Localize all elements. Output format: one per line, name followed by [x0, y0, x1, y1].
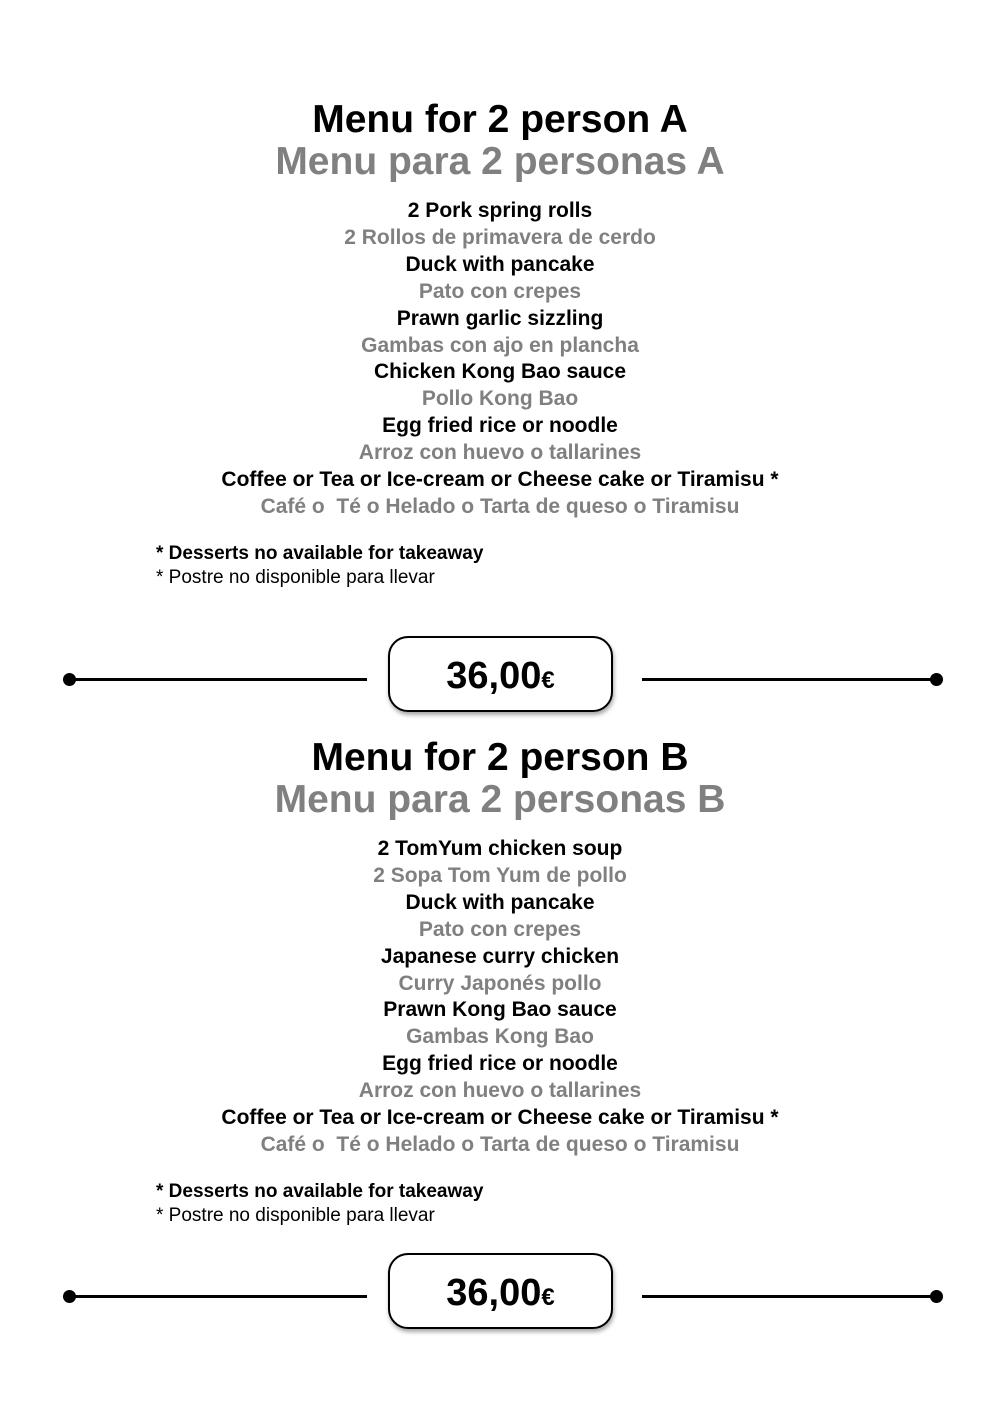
menu-title-en: Menu for 2 person A — [312, 98, 688, 141]
menu-item-es: Arroz con huevo o tallarines — [358, 1079, 642, 1103]
price-row-b — [0, 1253, 1000, 1333]
menu-title-es: Menu para 2 personas A — [275, 140, 725, 183]
menu-title-en: Menu for 2 person B — [311, 736, 689, 779]
menu-section-b — [0, 736, 1000, 1228]
dessert-note-es: * Postre no disponible para llevar — [156, 1204, 435, 1226]
menu-item-es: Curry Japonés pollo — [398, 971, 602, 995]
menu-item-es: Café o Té o Helado o Tarta de queso o Tiramisu — [260, 1132, 740, 1156]
menu-title-es: Menu para 2 personas B — [274, 778, 726, 821]
price-badge — [388, 636, 613, 712]
menu-item-es: Gambas Kong Bao — [406, 1025, 594, 1049]
divider-line — [642, 1295, 936, 1298]
price-badge — [388, 1253, 613, 1329]
menu-item-en: Japanese curry chicken — [380, 944, 620, 968]
menu-item-en: Coffee or Tea or Ice-cream or Cheese cake or Tiramisu * — [221, 1106, 779, 1130]
menu-item-en: Duck with pancake — [405, 252, 595, 276]
price-value: 36,00€ — [446, 1272, 555, 1314]
divider-line — [69, 1295, 367, 1298]
menu-item-es: Café o Té o Helado o Tarta de queso o Tiramisu — [260, 494, 740, 518]
menu-section-a — [0, 98, 1000, 590]
menu-item-es: 2 Rollos de primavera de cerdo — [344, 225, 656, 249]
menu-item-list — [0, 836, 1000, 1159]
menu-item-en: Prawn Kong Bao sauce — [383, 998, 617, 1022]
menu-item-es: Arroz con huevo o tallarines — [358, 441, 642, 465]
menu-item-es: 2 Sopa Tom Yum de pollo — [373, 863, 627, 887]
menu-item-en: Duck with pancake — [405, 890, 595, 914]
divider-dot — [930, 673, 943, 686]
dessert-note — [156, 1180, 1000, 1228]
divider-line — [642, 678, 936, 681]
menu-item-en: Egg fried rice or noodle — [382, 414, 618, 438]
menu-item-es: Gambas con ajo en plancha — [361, 333, 639, 357]
menu-item-es: Pato con crepes — [418, 279, 582, 303]
dessert-note-en: * Desserts no available for takeaway — [156, 542, 484, 564]
divider-dot — [930, 1290, 943, 1303]
menu-item-en: Prawn garlic sizzling — [396, 306, 604, 330]
menu-item-en: 2 TomYum chicken soup — [377, 837, 623, 860]
dessert-note — [156, 542, 1000, 590]
price-value: 36,00€ — [446, 655, 555, 697]
currency-symbol: € — [541, 667, 555, 694]
menu-item-es: Pato con crepes — [418, 917, 582, 941]
menu-item-en: Chicken Kong Bao sauce — [373, 360, 627, 384]
divider-line — [69, 678, 367, 681]
menu-item-es: Pollo Kong Bao — [421, 387, 579, 411]
menu-item-en: Coffee or Tea or Ice-cream or Cheese cake or Tiramisu * — [221, 468, 779, 492]
menu-item-list — [0, 198, 1000, 521]
dessert-note-en: * Desserts no available for takeaway — [156, 1180, 484, 1202]
menu-item-en: 2 Pork spring rolls — [407, 199, 593, 222]
dessert-note-es: * Postre no disponible para llevar — [156, 566, 435, 588]
price-row-a — [0, 636, 1000, 716]
menu-item-en: Egg fried rice or noodle — [382, 1052, 618, 1076]
currency-symbol: € — [541, 1284, 555, 1311]
